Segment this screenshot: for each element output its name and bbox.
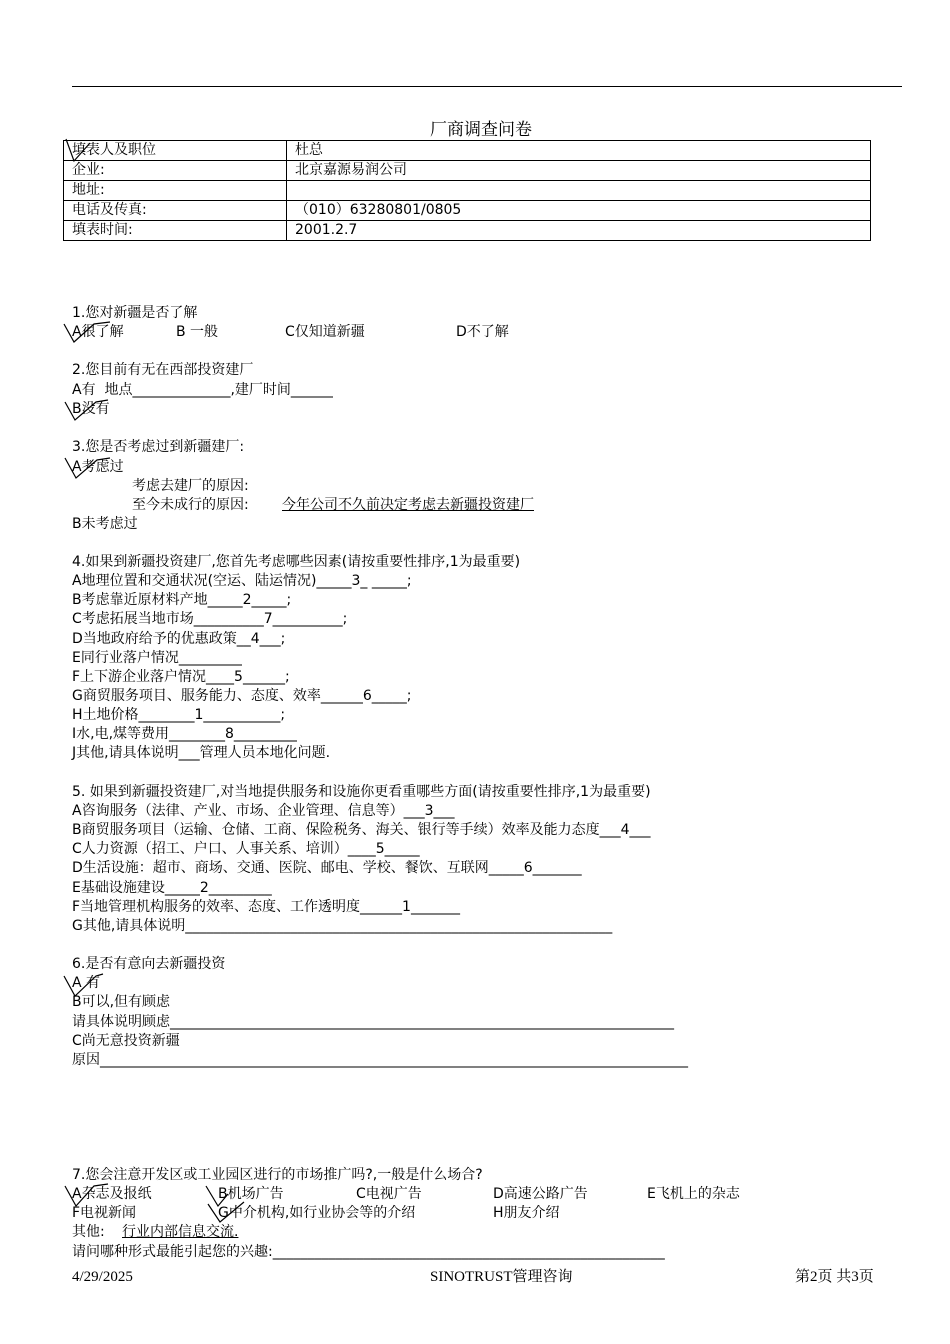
q3-reason-label: 考虑去建厂的原因:	[132, 478, 249, 494]
q1-question: 1.您对新疆是否了解	[72, 305, 198, 321]
q7-option-d: D高速公路广告	[493, 1186, 588, 1202]
table-row: 企业: 北京嘉源易润公司	[64, 161, 871, 181]
check-mark-icon	[206, 1186, 228, 1206]
q2-question: 2.您目前有无在西部投资建厂	[72, 362, 254, 378]
q3-not-yet-label: 至今未成行的原因:	[132, 497, 249, 513]
list-item: E同行业落户情况_________	[72, 650, 242, 666]
q1-option-a: A很了解	[72, 324, 124, 340]
q6-option-b: B可以,但有顾虑	[72, 994, 171, 1010]
list-item: A咨询服务（法律、产业、市场、企业管理、信息等）___3___	[72, 803, 455, 819]
check-mark-icon	[65, 400, 108, 420]
q7-option-a: A杂志及报纸	[72, 1186, 152, 1202]
q1-option-b: B 一般	[176, 324, 219, 340]
list-item: B考虑靠近原材料产地_____2_____;	[72, 592, 292, 608]
check-mark-icon	[64, 974, 103, 996]
q7-other-label: 其他:	[72, 1224, 105, 1240]
q7-other-answer: 行业内部信息交流.	[122, 1224, 239, 1240]
footer-date: 4/29/2025	[72, 1269, 133, 1285]
q7-interest-field: 请问哪种形式最能引起您的兴趣:________________________________________________________	[72, 1244, 665, 1260]
table-row: 填表人及职位 杜总	[64, 141, 871, 161]
footer-company: SINOTRUST管理咨询	[430, 1269, 573, 1285]
q6-option-a: A 有	[72, 975, 101, 991]
q6-question: 6.是否有意向去新疆投资	[72, 956, 226, 972]
q6-concern-field: 请具体说明顾虑________________________________________________________________________	[72, 1014, 674, 1030]
check-mark-icon	[66, 139, 90, 161]
list-item: I水,电,煤等费用________8_________	[72, 726, 297, 742]
q7-option-b: B机场广告	[218, 1186, 284, 1202]
page-title: 厂商调查问卷	[430, 120, 532, 139]
table-row: 填表时间: 2001.2.7	[64, 221, 871, 241]
q1-option-d: D不了解	[456, 324, 509, 340]
q7-option-g: G中介机构,如行业协会等的介绍	[218, 1205, 416, 1221]
q5-question: 5. 如果到新疆投资建厂,对当地提供服务和设施你更看重哪些方面(请按重要性排序,1为最重要)	[72, 784, 651, 800]
q7-question: 7.您会注意开发区或工业园区进行的市场推广吗?,一般是什么场合?	[72, 1167, 483, 1183]
q2-option-b: B没有	[72, 401, 110, 417]
q7-option-f: F电视新闻	[72, 1205, 137, 1221]
q2-option-a: A有 地点______________,建厂时间______	[72, 382, 333, 398]
check-mark-icon	[65, 1184, 108, 1206]
list-item: C考虑拓展当地市场__________7__________;	[72, 611, 348, 627]
q3-not-yet-answer: 今年公司不久前决定考虑去新疆投资建厂	[282, 497, 534, 513]
q1-option-c: C仅知道新疆	[285, 324, 365, 340]
list-item: H土地价格________1___________;	[72, 707, 286, 723]
table-row: 电话及传真: （010）63280801/0805	[64, 201, 871, 221]
q7-option-c: C电视广告	[356, 1186, 422, 1202]
q3-option-a: A考虑过	[72, 459, 124, 475]
check-mark-icon	[208, 1202, 244, 1222]
q3-option-b: B未考虑过	[72, 516, 138, 532]
list-item: G其他,请具体说明_____________________________________________________________	[72, 918, 613, 934]
table-row: 地址:	[64, 181, 871, 201]
list-item: E基础设施建设_____2_________	[72, 880, 272, 896]
list-item: C人力资源（招工、户口、人事关系、培训）____5_____	[72, 841, 420, 857]
q3-question: 3.您是否考虑过到新疆建厂:	[72, 439, 245, 455]
list-item: J其他,请具体说明___管理人员本地化问题.	[72, 745, 331, 761]
check-mark-icon	[65, 458, 110, 478]
list-item: F当地管理机构服务的效率、态度、工作透明度______1_______	[72, 899, 460, 915]
list-item: D当地政府给予的优惠政策__4___;	[72, 631, 286, 647]
check-mark-icon	[64, 322, 110, 342]
list-item: D生活设施：超市、商场、交通、医院、邮电、学校、餐饮、互联网_____6_______	[72, 860, 582, 876]
q7-option-h: H朋友介绍	[493, 1205, 560, 1221]
list-item: F上下游企业落户情况____5______;	[72, 669, 290, 685]
list-item: A地理位置和交通状况(空运、陆运情况)_____3_ _____;	[72, 573, 412, 589]
q7-option-e: E飞机上的杂志	[647, 1186, 740, 1202]
q4-question: 4.如果到新疆投资建厂,您首先考虑哪些因素(请按重要性排序,1为最重要)	[72, 554, 521, 570]
q6-reason-field: 原因____________________________________________________________________________________	[72, 1052, 688, 1068]
list-item: B商贸服务项目（运输、仓储、工商、保险税务、海关、银行等手续）效率及能力态度___4___	[72, 822, 651, 838]
footer-page-number: 第2页 共3页	[795, 1269, 874, 1285]
q6-option-c: C尚无意投资新疆	[72, 1033, 180, 1049]
list-item: G商贸服务项目、服务能力、态度、效率______6_____;	[72, 688, 412, 704]
